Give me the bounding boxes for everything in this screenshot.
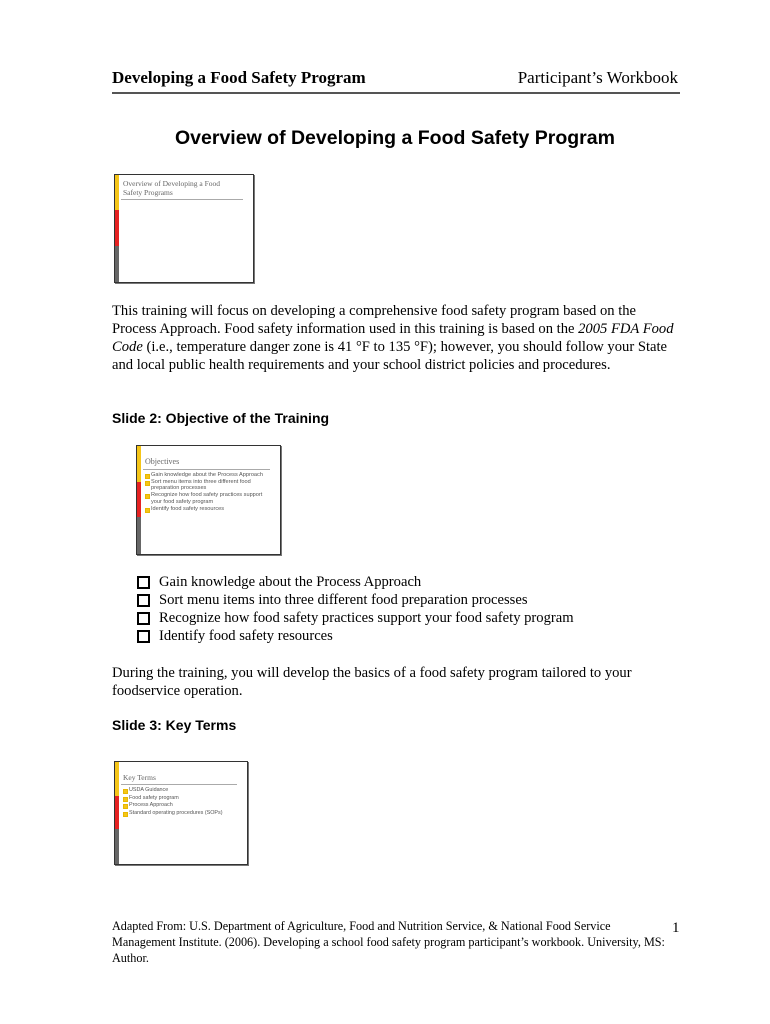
- slide-bullet: Identify food safety resources: [145, 506, 270, 513]
- slide-3-thumbnail: [114, 761, 248, 865]
- slide-1-title-line2: Safety Programs: [123, 188, 173, 197]
- objective-text: Sort menu items into three different food preparation processes: [159, 592, 528, 608]
- objective-item: [137, 609, 574, 627]
- page-number: 1: [672, 920, 680, 936]
- slide-2-thumbnail: [136, 445, 281, 555]
- intro-food-code-italic: 2005 FDA Food Code: [112, 321, 674, 355]
- slide-accent-bar: [137, 446, 141, 554]
- slide-1-title: [123, 179, 220, 197]
- objectives-list: [137, 573, 574, 645]
- objective-text: Recognize how food safety practices support your food safety program: [159, 610, 574, 626]
- slide-3-bullets: [123, 787, 243, 817]
- slide-accent-bar: [115, 762, 119, 864]
- slide-title-rule: [121, 199, 243, 200]
- slide-bullet: Recognize how food safety practices support your food safety program: [145, 492, 270, 505]
- slide-bullet: Gain knowledge about the Process Approach: [145, 472, 270, 479]
- slide-bullet: Process Approach: [123, 802, 243, 810]
- objective-text: Gain knowledge about the Process Approach: [159, 574, 422, 590]
- checkbox-icon: [137, 612, 150, 625]
- objective-item: [137, 591, 574, 609]
- slide-1-thumbnail: [114, 174, 254, 283]
- header-divider: [112, 92, 680, 94]
- header-workbook-label: Participant’s Workbook: [517, 68, 678, 87]
- training-summary-paragraph: During the training, you will develop the basics of a food safety program tailored to your foodservice operation.: [112, 665, 632, 699]
- intro-text-2: (i.e., temperature danger zone is 41 °F to 135 °F); however, you should follow your State and local public health requirements and your school district policies and procedures.: [112, 339, 668, 373]
- slide-bullet: USDA Guidance: [123, 787, 243, 795]
- objective-item: [137, 573, 574, 591]
- footer-citation: Adapted From: U.S. Department of Agriculture, Food and Nutrition Service, & National Food Service Management Institute. (2006). Developing a school food safety program participant’s workbook. University, MS: Author.: [112, 919, 665, 965]
- slide-bullet: Sort menu items into three different food preparation processes: [145, 479, 270, 492]
- checkbox-icon: [137, 576, 150, 589]
- page-title: Overview of Developing a Food Safety Program: [175, 127, 615, 149]
- slide-bullet: Standard operating procedures (SOPs): [123, 810, 243, 818]
- slide-bullet: Food safety program: [123, 795, 243, 803]
- slide-3-title: Key Terms: [123, 773, 156, 782]
- intro-text-1: This training will focus on developing a comprehensive food safety program based on the Process Approach. Food safety information used in this training is based on the: [112, 303, 637, 337]
- slide-accent-bar: [115, 175, 119, 282]
- slide-title-rule: [121, 784, 237, 785]
- objective-item: [137, 627, 574, 645]
- slide-title-rule: [143, 469, 270, 470]
- slide-1-title-line1: Overview of Developing a Food: [123, 179, 221, 188]
- slide-2-title: Objectives: [145, 457, 180, 466]
- checkbox-icon: [137, 594, 150, 607]
- intro-paragraph: [112, 302, 682, 374]
- slide-3-heading: Slide 3: Key Terms: [112, 717, 237, 733]
- header-document-title: Developing a Food Safety Program: [112, 68, 366, 87]
- slide-2-bullets: [145, 472, 270, 512]
- slide-2-heading: Slide 2: Objective of the Training: [112, 410, 330, 426]
- objective-text: Identify food safety resources: [159, 628, 333, 644]
- checkbox-icon: [137, 630, 150, 643]
